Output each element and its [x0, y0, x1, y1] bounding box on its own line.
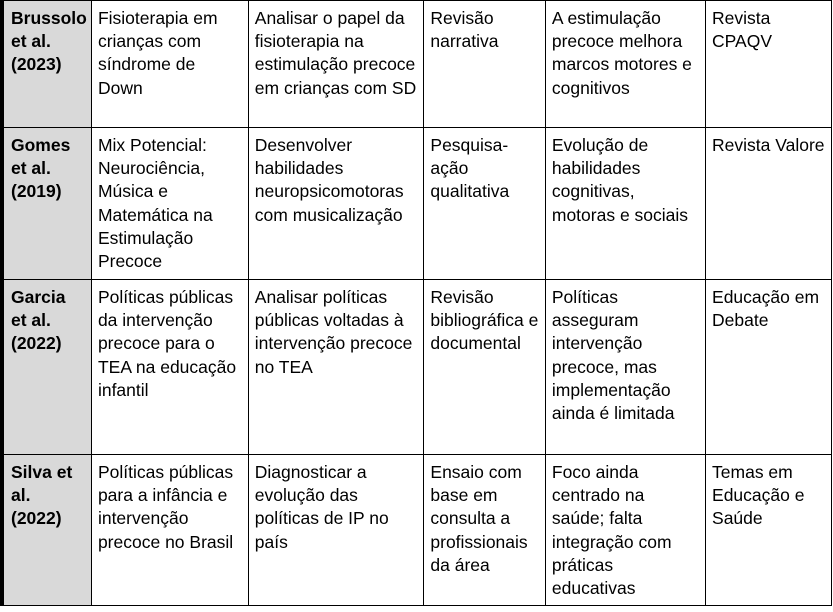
method-cell: Pesquisa-ação qualitativa	[424, 128, 545, 280]
theme-cell: Fisioterapia em crianças com síndrome de Down	[91, 1, 248, 128]
objective-cell: Diagnosticar a evolução das políticas de IP no país	[248, 455, 424, 606]
objective-cell: Analisar o papel da fisioterapia na estimulação precoce em crianças com SD	[248, 1, 424, 128]
author-cell: Gomes et al. (2019)	[2, 128, 91, 280]
method-cell: Revisão narrativa	[424, 1, 545, 128]
source-cell: Revista Valore	[706, 128, 832, 280]
theme-cell: Mix Potencial: Neurociência, Música e Matemática na Estimulação Precoce	[91, 128, 248, 280]
source-cell: Temas em Educação e Saúde	[706, 455, 832, 606]
result-cell: A estimulação precoce melhora marcos motores e cognitivos	[545, 1, 705, 128]
method-cell: Revisão bibliográfica e documental	[424, 280, 545, 455]
objective-cell: Analisar políticas públicas voltadas à intervenção precoce no TEA	[248, 280, 424, 455]
result-cell: Evolução de habilidades cognitivas, motoras e sociais	[545, 128, 705, 280]
result-cell: Políticas asseguram intervenção precoce, mas implementação ainda é limitada	[545, 280, 705, 455]
author-cell: Silva et al. (2022)	[2, 455, 91, 606]
result-cell: Foco ainda centrado na saúde; falta integração com práticas educativas	[545, 455, 705, 606]
table-row	[2, 1, 832, 128]
author-cell: Garcia et al. (2022)	[2, 280, 91, 455]
source-cell: Revista CPAQV	[706, 1, 832, 128]
table-row	[2, 455, 832, 606]
theme-cell: Políticas públicas para a infância e intervenção precoce no Brasil	[91, 455, 248, 606]
table-row	[2, 280, 832, 455]
method-cell: Ensaio com base em consulta a profissionais da área	[424, 455, 545, 606]
theme-cell: Políticas públicas da intervenção precoce para o TEA na educação infantil	[91, 280, 248, 455]
source-cell: Educação em Debate	[706, 280, 832, 455]
author-cell: Brussolo et al. (2023)	[2, 1, 91, 128]
objective-cell: Desenvolver habilidades neuropsicomotoras com musicalização	[248, 128, 424, 280]
table-row	[2, 128, 832, 280]
